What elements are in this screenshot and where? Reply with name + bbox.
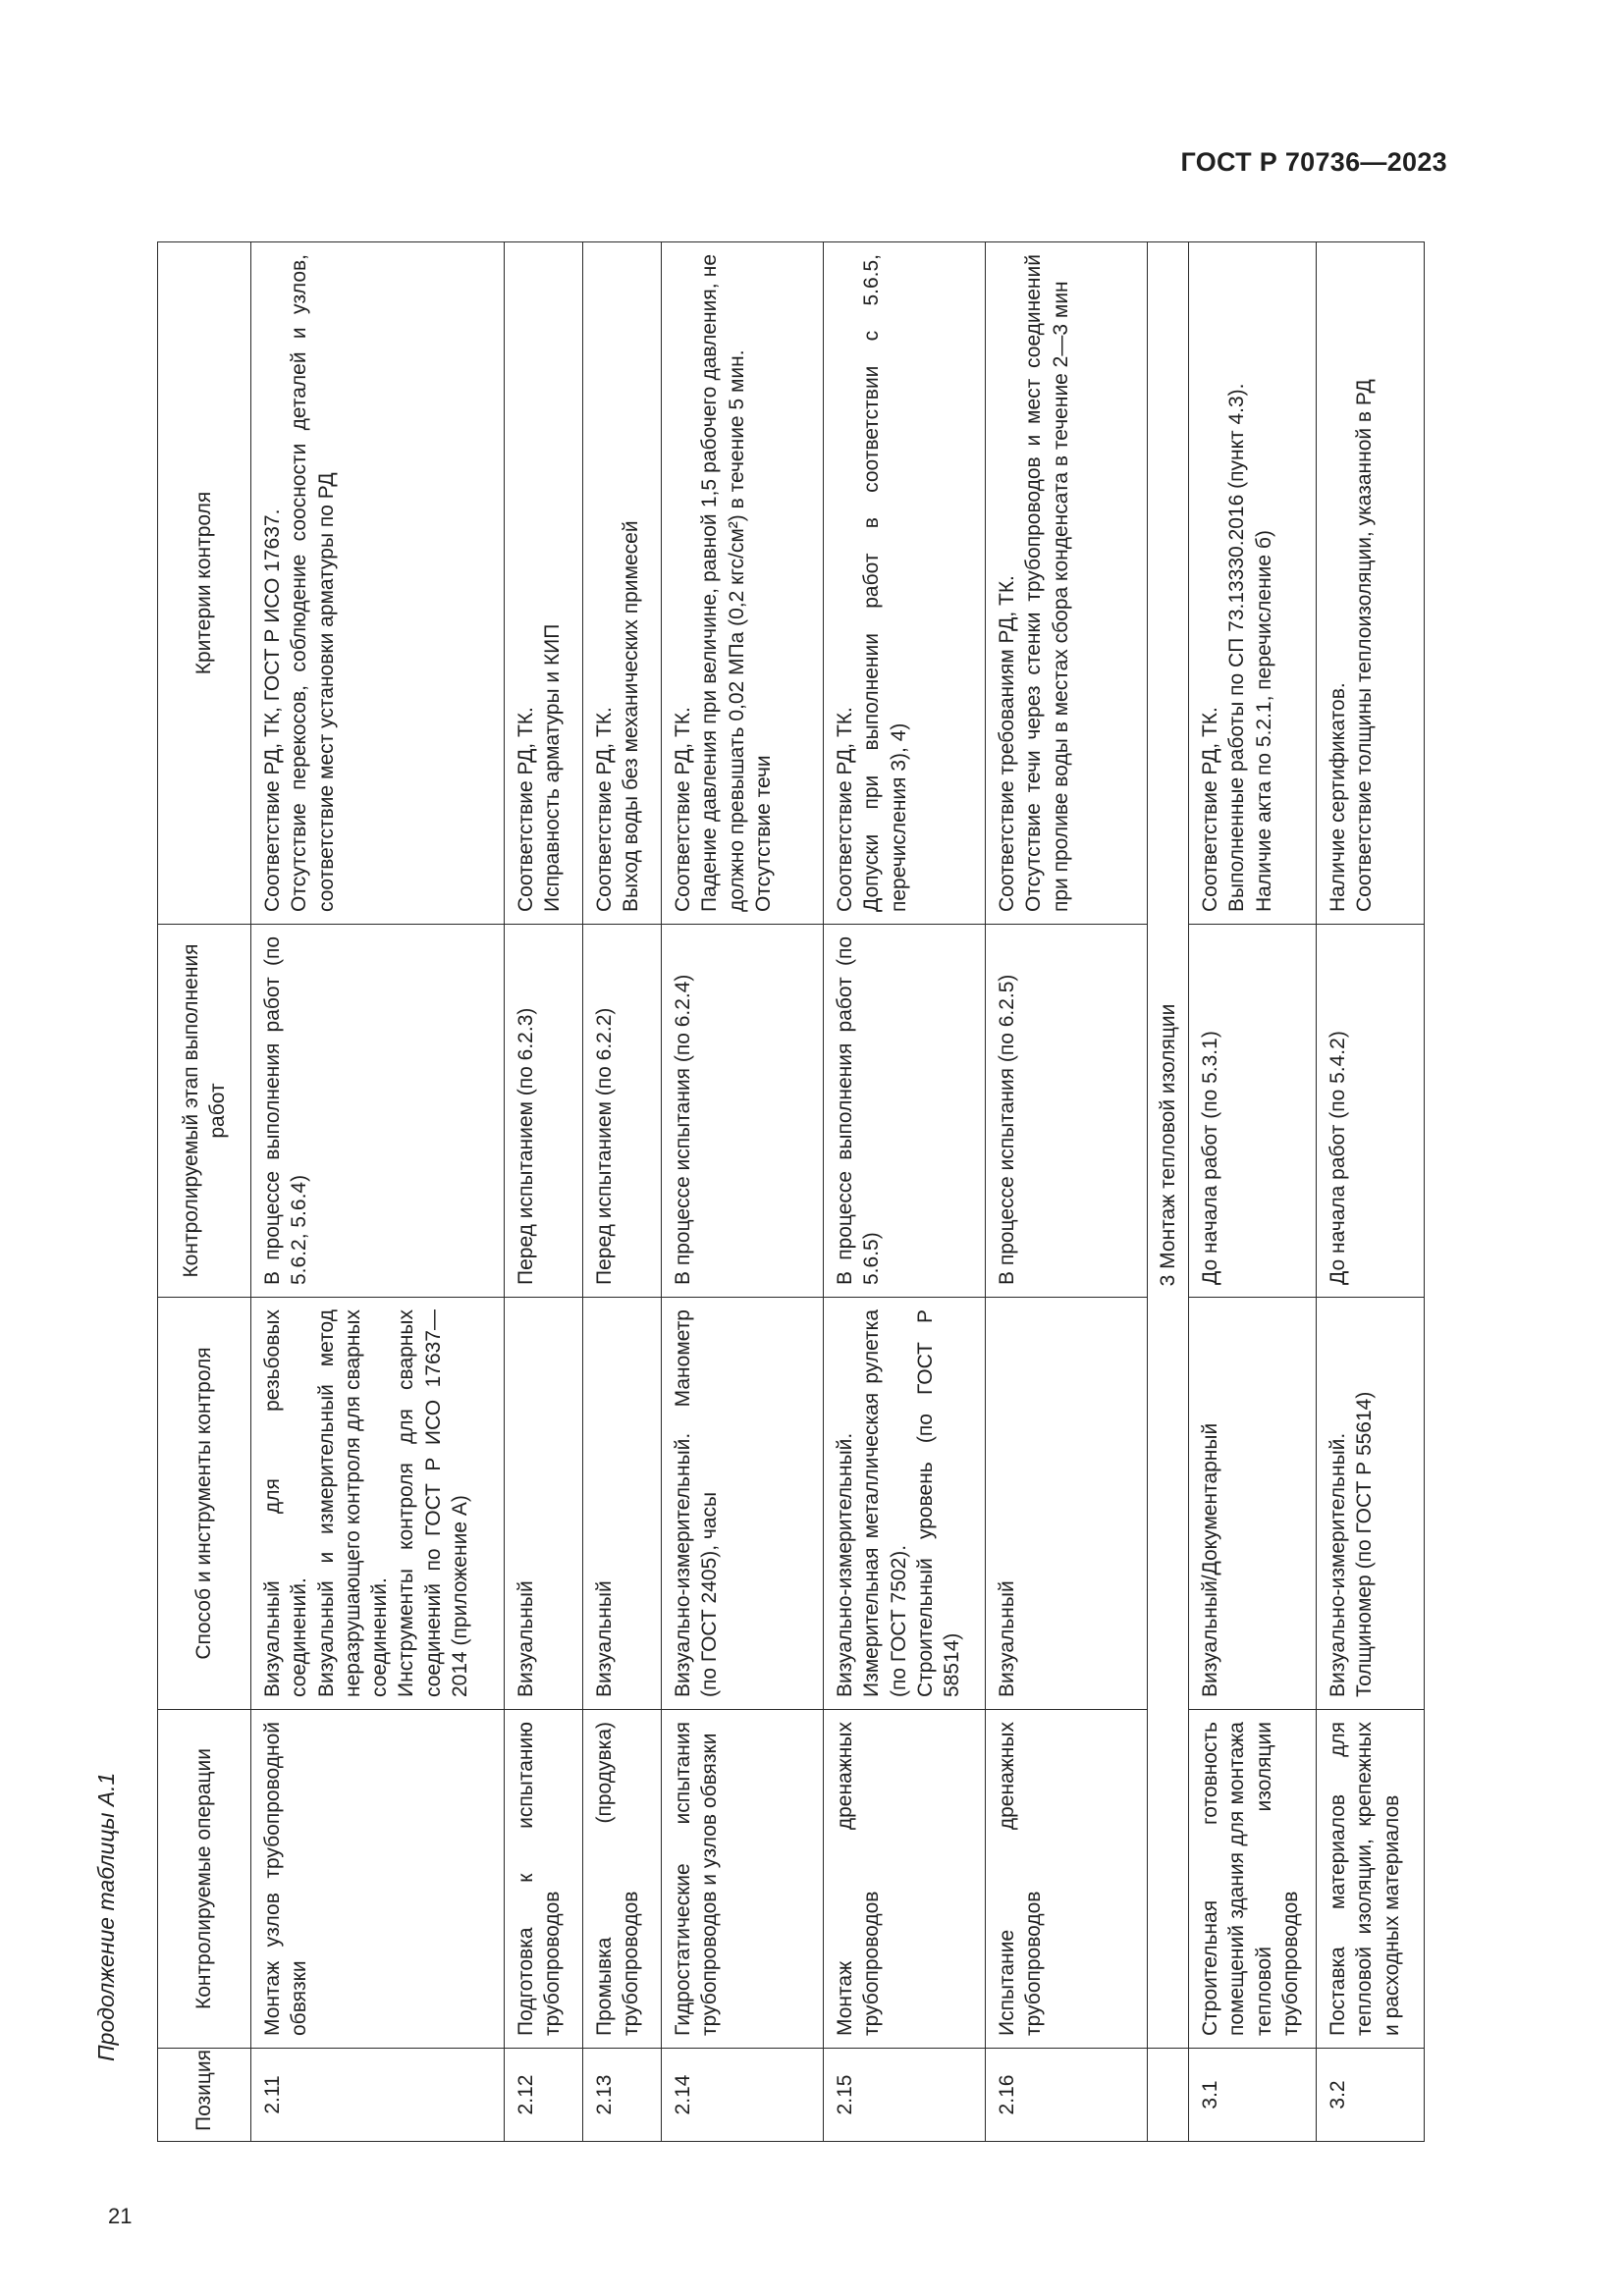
table-row <box>986 242 1148 2142</box>
criteria-line: Соответствие РД, ТК. <box>1199 707 1221 912</box>
table-row <box>662 242 824 2142</box>
cell-stage: До начала работ (по 5.4.2) <box>1317 925 1425 1298</box>
cell-criteria <box>505 242 583 925</box>
method-line: Визуальный <box>593 1580 616 1697</box>
method-line: Инструменты контроля для сварных соединений по ГОСТ Р ИСО 17637—2014 (приложение А) <box>395 1309 472 1697</box>
table-row <box>824 242 986 2142</box>
method-line: Визуально-измерительный. <box>834 1432 856 1697</box>
criteria-line: Соответствие РД, ТК. <box>672 707 694 912</box>
cell-position: 2.14 <box>662 2049 824 2142</box>
cell-criteria <box>986 242 1148 925</box>
method-line: Строительный уровень (по ГОСТ Р 58514) <box>913 1309 964 1697</box>
cell-operation: Гидростатические испытания трубопроводов и узлов обвязки <box>662 1710 824 2049</box>
cell-position: 2.15 <box>824 2049 986 2142</box>
criteria-line: Соответствие требованиям РД, ТК. <box>996 575 1018 912</box>
method-line: Визуальный и измерительный метод неразрушающего контроля для сварных соединений. <box>314 1309 392 1697</box>
table-row <box>1189 242 1317 2142</box>
criteria-line: Допуски при выполнении работ в соответствии с 5.6.5, перечисления 3), 4) <box>860 254 910 912</box>
cell-position: 2.13 <box>583 2049 662 2142</box>
control-table <box>157 241 1425 2142</box>
criteria-line: Наличие акта по 5.2.1, перечисление б) <box>1252 530 1275 912</box>
cell-operation: Монтаж узлов трубопроводной обвязки <box>251 1710 505 2049</box>
criteria-line: Выполненные работы по СП 73.13330.2016 (пункт 4.3). <box>1225 383 1249 912</box>
criteria-line: Исправность арматуры и КИП <box>541 623 565 912</box>
table-container <box>157 242 1424 2142</box>
cell-method <box>251 1298 505 1710</box>
cell-operation: Подготовка к испытанию трубопроводов <box>505 1710 583 2049</box>
cell-operation: Строительная готовность помещений здания для монтажа тепловой изоляции трубопроводов <box>1189 1710 1317 2049</box>
cell-method <box>505 1298 583 1710</box>
cell-criteria <box>1317 242 1425 925</box>
cell-stage: В процессе выполнения работ (по 5.6.2, 5.6.4) <box>251 925 505 1298</box>
criteria-line: Соответствие РД, ТК, ГОСТ Р ИСО 17637. <box>261 508 284 912</box>
cell-criteria <box>1189 242 1317 925</box>
table-row <box>583 242 662 2142</box>
method-line: Толщиномер (по ГОСТ Р 55614) <box>1353 1391 1377 1697</box>
cell-method <box>824 1298 986 1710</box>
header-method: Способ и инструменты контроля <box>158 1298 251 1710</box>
section-title: 3 Монтаж тепловой изоляции <box>1148 242 1189 2049</box>
method-line: Визуальный <box>996 1580 1018 1697</box>
cell-stage: До начала работ (по 5.3.1) <box>1189 925 1317 1298</box>
cell-stage: В процессе выполнения работ (по 5.6.5) <box>824 925 986 1298</box>
cell-method <box>1189 1298 1317 1710</box>
cell-stage: Перед испытанием (по 6.2.2) <box>583 925 662 1298</box>
cell-position: 2.12 <box>505 2049 583 2142</box>
table-header-row <box>158 242 251 2142</box>
cell-method <box>1317 1298 1425 1710</box>
cell-method <box>662 1298 824 1710</box>
cell-stage: В процессе испытания (по 6.2.4) <box>662 925 824 1298</box>
table-row <box>1317 242 1425 2142</box>
criteria-line: Выход воды без механических примесей <box>620 520 643 912</box>
criteria-line: Наличие сертификатов. <box>1326 682 1349 912</box>
cell-stage: Перед испытанием (по 6.2.3) <box>505 925 583 1298</box>
method-line: Измерительная металлическая рулетка (по ГОСТ 7502). <box>860 1309 910 1697</box>
table-row <box>505 242 583 2142</box>
criteria-line: Соответствие толщины теплоизоляции, указанной в РД <box>1353 379 1377 912</box>
section-spacer <box>1148 2049 1189 2142</box>
cell-method <box>583 1298 662 1710</box>
header-criteria: Критерии контроля <box>158 242 251 925</box>
page-number: 21 <box>108 2204 133 2228</box>
cell-operation: Монтаж дренажных трубопроводов <box>824 1710 986 2049</box>
cell-position: 3.1 <box>1189 2049 1317 2142</box>
criteria-line: Отсутствие течи через стенки трубопроводов и мест соединений при проливе воды в местах сбора конденсата в течение 2—3 мин <box>1022 254 1072 912</box>
cell-position: 2.11 <box>251 2049 505 2142</box>
header-operations: Контролируемые операции <box>158 1710 251 2049</box>
method-line: Визуально-измерительный. <box>1326 1432 1349 1697</box>
criteria-line: Соответствие РД, ТК. <box>834 707 856 912</box>
cell-criteria <box>662 242 824 925</box>
criteria-line: Отсутствие течи <box>751 755 775 912</box>
criteria-line: Отсутствие перекосов, соблюдение соосности деталей и узлов, соответствие мест установки арматуры по РД <box>288 254 338 912</box>
criteria-line: Падение давления при величине, равной 1,5 рабочего давления, не должно превышать 0,02 МПа (0,2 кгс/см²) в течение 5 мин. <box>698 254 748 912</box>
cell-position: 3.2 <box>1317 2049 1425 2142</box>
table-row <box>251 242 505 2142</box>
cell-operation: Промывка (продувка) трубопроводов <box>583 1710 662 2049</box>
criteria-line: Соответствие РД, ТК. <box>514 707 537 912</box>
table-section-row <box>1148 242 1189 2142</box>
table-continuation-label: Продолжение таблицы А.1 <box>93 1772 119 2061</box>
cell-criteria <box>824 242 986 925</box>
header-position: Позиция <box>158 2049 251 2142</box>
cell-position: 2.16 <box>986 2049 1148 2142</box>
method-line: Визуальный для резьбовых соединений. <box>261 1309 311 1697</box>
cell-criteria <box>583 242 662 925</box>
cell-criteria <box>251 242 505 925</box>
cell-operation: Испытание дренажных трубопроводов <box>986 1710 1148 2049</box>
criteria-line: Соответствие РД, ТК. <box>593 707 616 912</box>
cell-operation: Поставка материалов для тепловой изоляции, крепежных и расходных материалов <box>1317 1710 1425 2049</box>
cell-stage: В процессе испытания (по 6.2.5) <box>986 925 1148 1298</box>
cell-method <box>986 1298 1148 1710</box>
method-line: Визуальный <box>514 1580 537 1697</box>
method-line: Визуально-измерительный. Манометр (по ГОСТ 2405), часы <box>672 1309 722 1697</box>
method-line: Визуальный/Документарный <box>1199 1422 1221 1697</box>
document-code: ГОСТ Р 70736—2023 <box>1180 147 1447 177</box>
header-stage: Контролируемый этап выполнения работ <box>158 925 251 1298</box>
